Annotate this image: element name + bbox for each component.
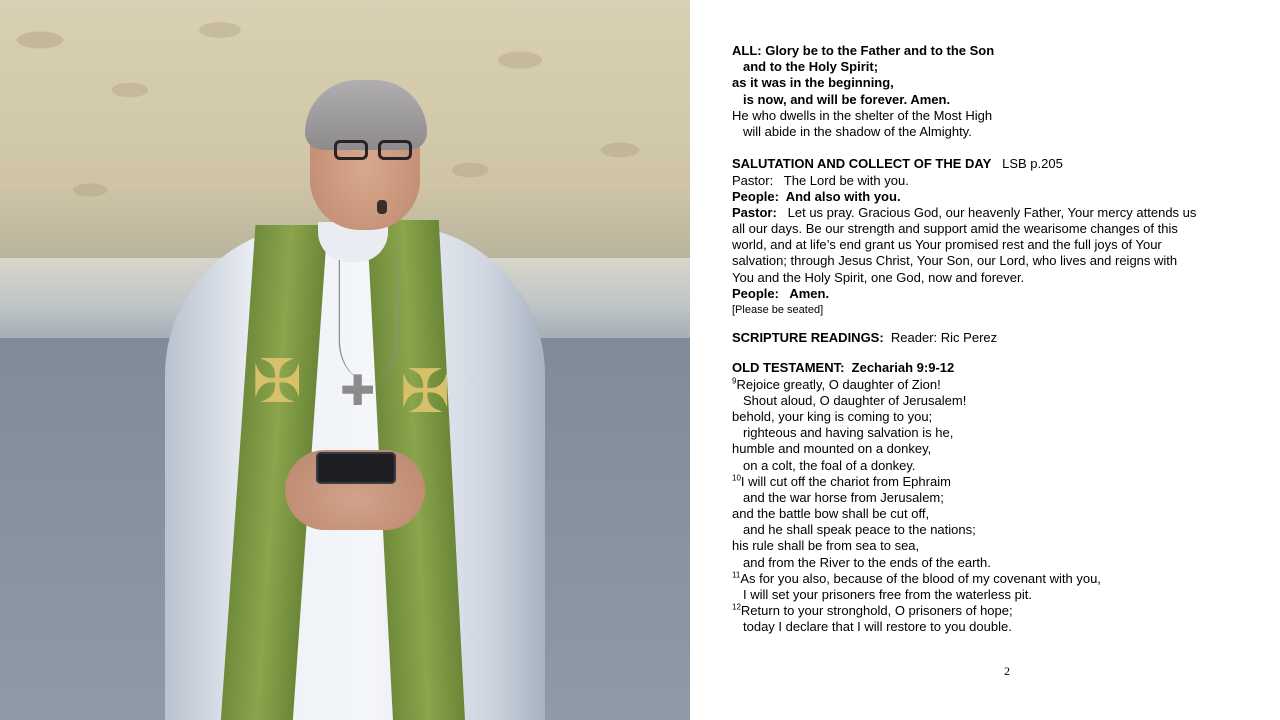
salutation-heading: SALUTATION AND COLLECT OF THE DAY xyxy=(732,156,992,172)
stole-cross-right-icon: ✠ xyxy=(400,357,451,427)
gloria-line: and to the Holy Spirit; xyxy=(743,59,879,75)
scripture-line: humble and mounted on a donkey, xyxy=(732,441,932,457)
scripture-line: righteous and having salvation is he, xyxy=(743,425,954,441)
bulletin-text xyxy=(732,43,1252,636)
verse-number: 10 xyxy=(732,473,741,483)
pectoral-cross-icon: ✚ xyxy=(340,366,376,415)
goatee xyxy=(377,200,387,214)
prayer-book xyxy=(316,452,396,484)
verse-text: Rejoice greatly, O daughter of Zion! xyxy=(736,376,941,392)
ot-ref: Zechariah 9:9-12 xyxy=(851,360,955,376)
pastor-text: The Lord be with you. xyxy=(783,172,909,188)
pastor-label: Pastor: xyxy=(732,172,774,188)
amen-label: People: xyxy=(732,285,779,301)
verse-text: I will cut off the chariot from Ephraim xyxy=(740,473,951,489)
collect-line: You and the Holy Spirit, one God, now and forever. xyxy=(732,269,1025,285)
necklace-chain xyxy=(339,260,398,380)
bulletin-page xyxy=(690,0,1280,720)
scripture-line: behold, your king is coming to you; xyxy=(732,408,933,424)
verse-text: As for you also, because of the blood of my covenant with you, xyxy=(740,570,1101,586)
verse-text: Return to your stronghold, O prisoners of hope; xyxy=(740,603,1013,619)
scripture-line: and from the River to the ends of the earth. xyxy=(743,554,991,570)
collect-line xyxy=(732,205,1252,221)
readings-heading: SCRIPTURE READINGS: xyxy=(732,330,884,346)
verse-number: 11 xyxy=(732,570,741,580)
ot-heading-row xyxy=(732,360,1252,376)
amen-text: Amen. xyxy=(789,285,830,301)
scripture-line xyxy=(732,377,1252,393)
collect-line: salvation; through Jesus Christ, Your Son, our Lord, who lives and reigns with xyxy=(732,253,1178,269)
people-text: And also with you. xyxy=(785,188,901,204)
scripture-line: and the battle bow shall be cut off, xyxy=(732,506,930,522)
antiphon-line: He who dwells in the shelter of the Most High xyxy=(732,107,993,123)
scripture-line xyxy=(732,603,1252,619)
verse-number: 9 xyxy=(732,376,737,386)
stole-cross-left-icon: ✠ xyxy=(252,347,303,417)
antiphon-line: will abide in the shadow of the Almighty. xyxy=(743,123,972,139)
collect-line: world, and at life’s end grant us Your promised rest and the full joys of Your xyxy=(732,237,1162,253)
salutation-heading-row xyxy=(732,156,1252,172)
glasses xyxy=(334,140,414,164)
ot-heading: OLD TESTAMENT: xyxy=(732,360,845,376)
scripture-line xyxy=(732,571,1252,587)
scripture-line: Shout aloud, O daughter of Jerusalem! xyxy=(743,392,967,408)
seated-note: [Please be seated] xyxy=(732,304,824,316)
scripture-line xyxy=(732,474,1252,490)
scripture-line: and the war horse from Jerusalem; xyxy=(743,489,944,505)
reader-name: Reader: Ric Perez xyxy=(890,330,998,346)
gloria-line: ALL: Glory be to the Father and to the Son xyxy=(732,43,995,58)
collect-line: all our days. Be our strength and support amid the wearisome changes of this xyxy=(732,221,1178,237)
collect-label: Pastor: xyxy=(732,204,777,220)
collect-text: Let us pray. Gracious God, our heavenly Father, Your mercy attends us xyxy=(787,204,1197,220)
scripture-line: and he shall speak peace to the nations; xyxy=(743,522,976,538)
amen-line xyxy=(732,286,1252,302)
pastor-line xyxy=(732,173,1252,189)
scripture-line: his rule shall be from sea to sea, xyxy=(732,538,920,554)
scripture-line: today I declare that I will restore to you double. xyxy=(743,619,1012,635)
verse-number: 12 xyxy=(732,602,741,612)
readings-line xyxy=(732,330,1252,346)
page-number: 2 xyxy=(1004,664,1010,678)
people-label: People: xyxy=(732,188,779,204)
people-line xyxy=(732,189,1252,205)
scripture-line: I will set your prisoners free from the waterless pit. xyxy=(743,587,1032,602)
salutation-ref: LSB p.205 xyxy=(1002,156,1063,172)
scripture-line: on a colt, the foal of a donkey. xyxy=(743,457,916,473)
gloria-line: is now, and will be forever. Amen. xyxy=(743,91,951,107)
gloria-line: as it was in the beginning, xyxy=(732,75,894,91)
